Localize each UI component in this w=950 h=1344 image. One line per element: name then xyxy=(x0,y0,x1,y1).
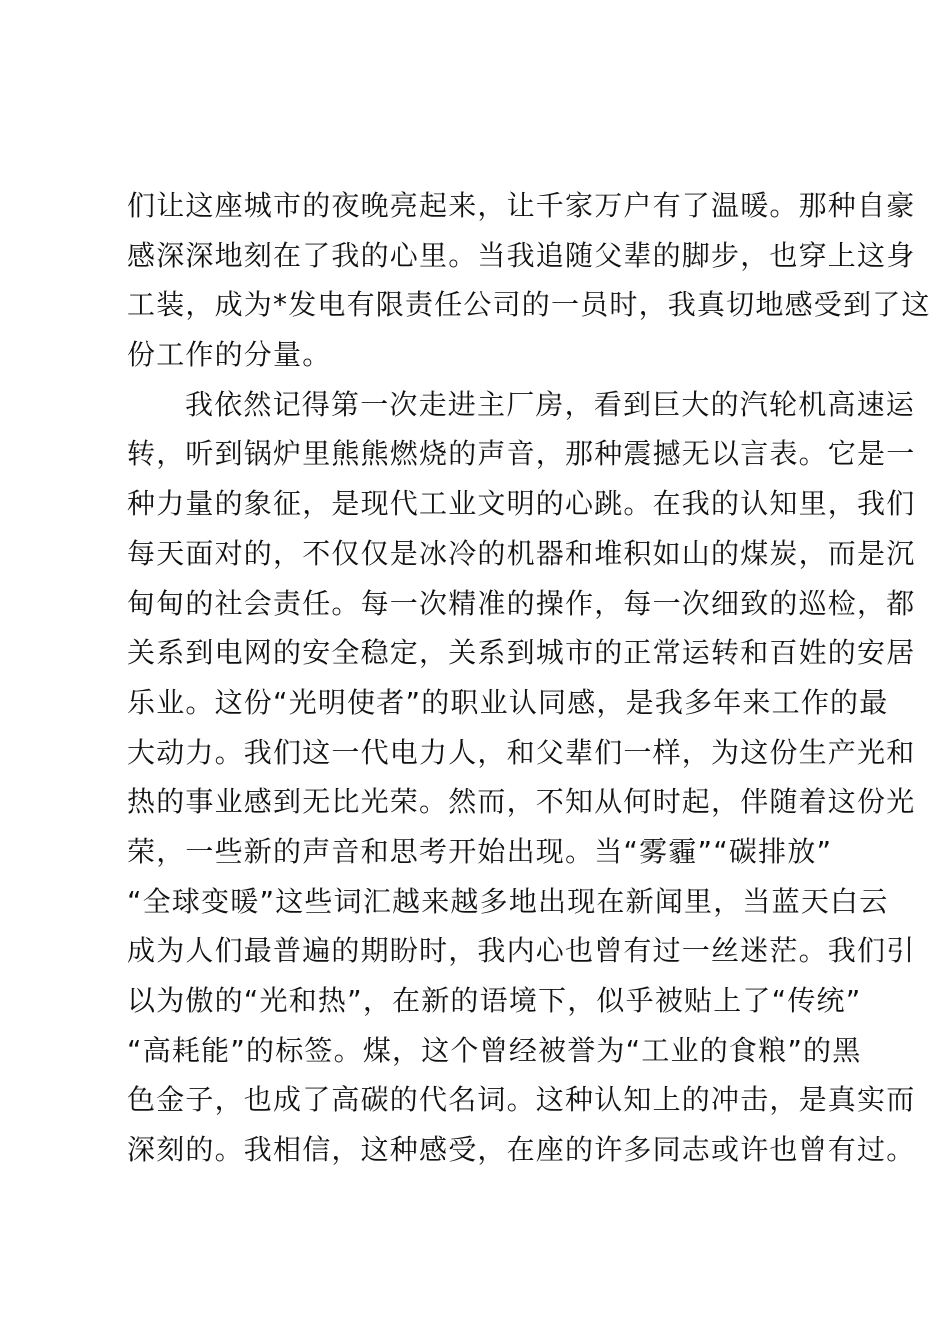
text-line: 种力量的象征，是现代工业文明的心跳。在我的认知里，我们 xyxy=(127,487,916,521)
body-text xyxy=(127,181,931,1175)
text-line: 甸甸的社会责任。每一次精准的操作，每一次细致的巡检，都 xyxy=(127,586,916,620)
text-line: 以为傲的“光和热”，在新的语境下，似乎被贴上了“传统” xyxy=(127,984,862,1017)
paragraph-2 xyxy=(127,380,916,1175)
text-line: 成为人们最普遍的期盼时，我内心也曾有过一丝迷茫。我们引 xyxy=(127,934,916,968)
text-line: “全球变暖”这些词汇越来越多地出现在新闻里，当蓝天白云 xyxy=(127,884,889,918)
paragraph-1 xyxy=(127,181,931,380)
text-line: 大动力。我们这一代电力人，和父辈们一样，为这份生产光和 xyxy=(127,735,916,769)
text-line: 色金子，也成了高碳的代名词。这种认知上的冲击，是真实而 xyxy=(127,1083,916,1117)
text-line: 乐业。这份“光明使者”的职业认同感，是我多年来工作的最 xyxy=(127,685,889,719)
text-line: “高耗能”的标签。煤，这个曾经被誉为“工业的食粮”的黑 xyxy=(127,1033,862,1067)
text-line: 关系到电网的安全稳定，关系到城市的正常运转和百姓的安居 xyxy=(127,636,916,670)
text-line: 转，听到锅炉里熊熊燃烧的声音，那种震撼无以言表。它是一 xyxy=(127,437,916,471)
text-line: 们让这座城市的夜晚亮起来，让千家万户有了温暖。那种自豪 xyxy=(127,189,916,222)
text-line: 工装，成为*发电有限责任公司的一员时，我真切地感受到了这 xyxy=(127,288,931,322)
text-line: 感深深地刻在了我的心里。当我追随父辈的脚步，也穿上这身 xyxy=(127,238,916,272)
text-line: 热的事业感到无比光荣。然而，不知从何时起，伴随着这份光 xyxy=(127,785,916,819)
text-line: 荣，一些新的声音和思考开始出现。当“雾霾”“碳排放” xyxy=(127,834,833,868)
text-line: 深刻的。我相信，这种感受，在座的许多同志或许也曾有过。 xyxy=(127,1133,916,1167)
text-line: 每天面对的，不仅仅是冰冷的机器和堆积如山的煤炭，而是沉 xyxy=(127,536,916,570)
text-line: 我依然记得第一次走进主厂房，看到巨大的汽轮机高速运 xyxy=(185,387,916,421)
text-line: 份工作的分量。 xyxy=(127,338,332,372)
